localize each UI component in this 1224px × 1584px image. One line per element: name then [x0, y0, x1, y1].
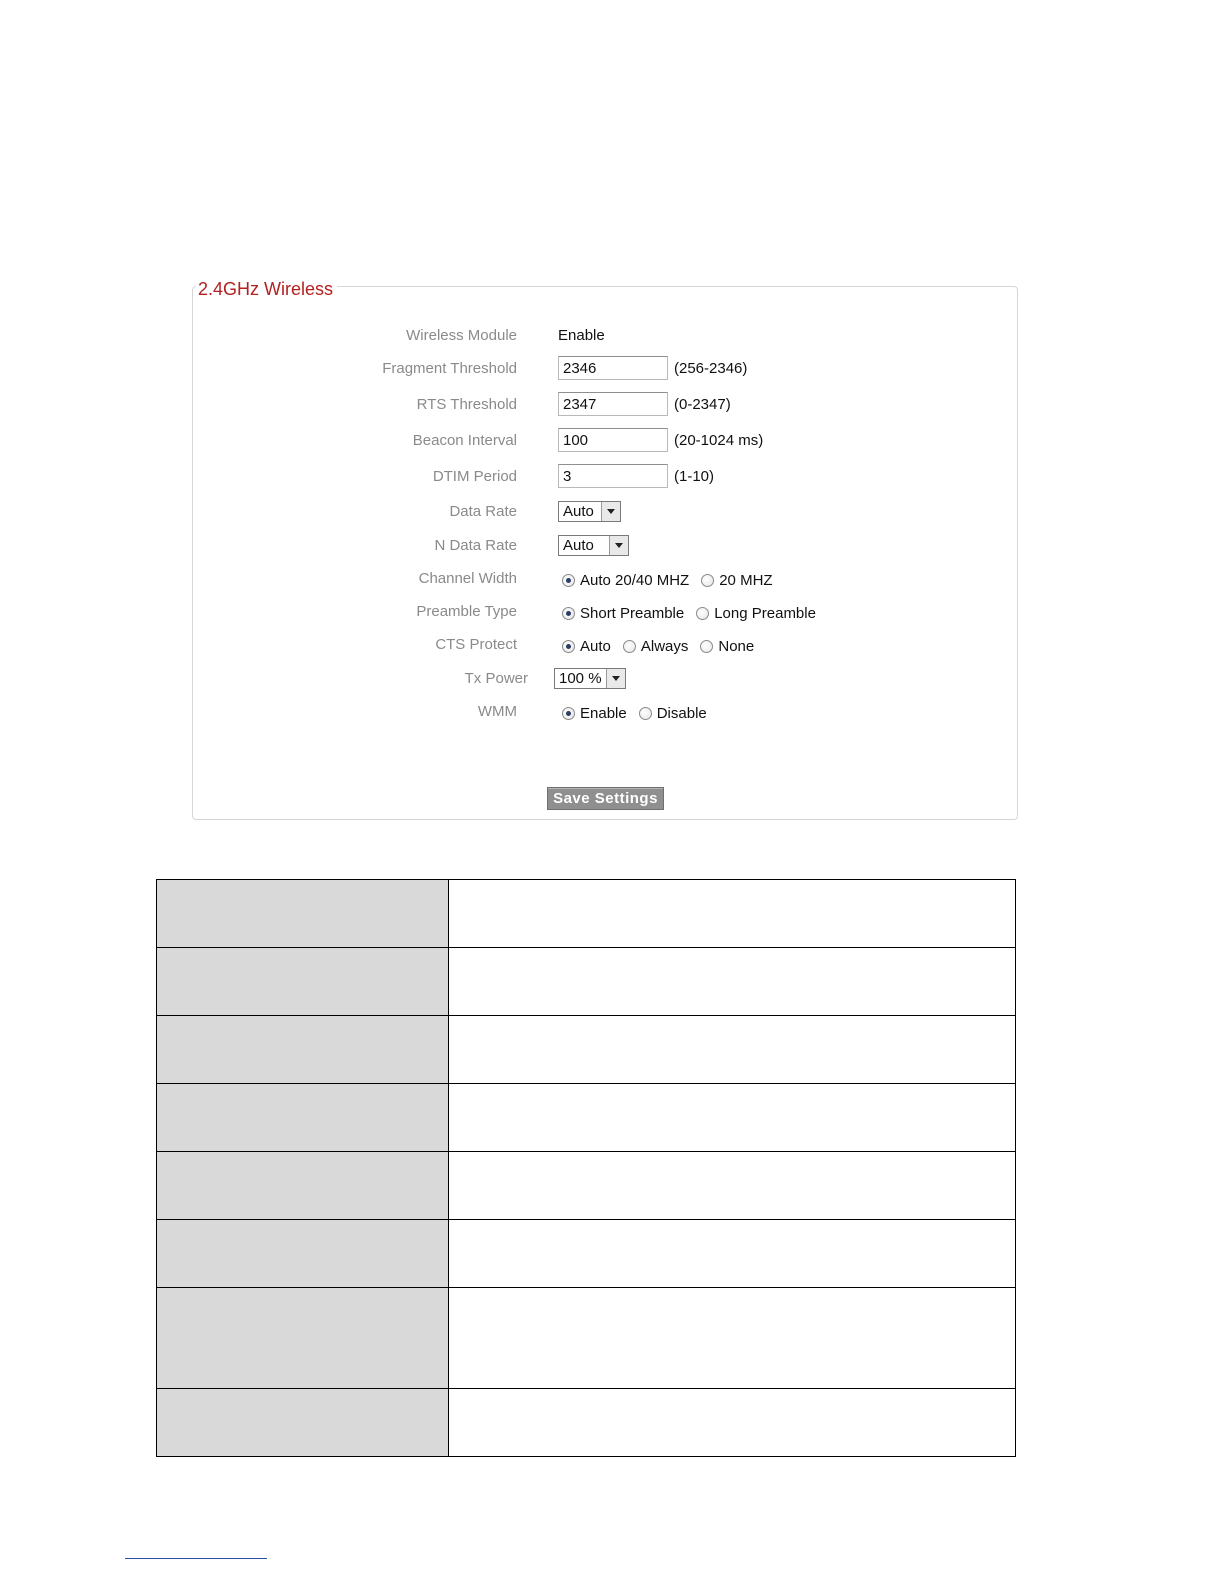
- dtim-period-hint: (1-10): [674, 468, 715, 485]
- preamble-type-label: Preamble Type: [416, 603, 517, 620]
- radio-unchecked-icon[interactable]: [701, 574, 714, 587]
- table-key-cell: [157, 1084, 449, 1152]
- radio-checked-icon[interactable]: [562, 574, 575, 587]
- wmm-option-enable[interactable]: Enable: [562, 705, 627, 722]
- table-row: [157, 1389, 1016, 1457]
- panel-title: 2.4GHz Wireless: [196, 278, 337, 300]
- n-data-rate-select[interactable]: [558, 535, 629, 556]
- channel-width-option-auto[interactable]: Auto 20/40 MHZ: [562, 572, 689, 589]
- table-key-cell: [157, 1152, 449, 1220]
- n-data-rate-label: N Data Rate: [434, 537, 517, 554]
- table-row: [157, 948, 1016, 1016]
- chevron-down-icon[interactable]: [606, 669, 625, 688]
- n-data-rate-selected: Auto: [563, 537, 594, 554]
- data-rate-label: Data Rate: [449, 503, 517, 520]
- fragment-threshold-label: Fragment Threshold: [382, 360, 517, 377]
- beacon-interval-input[interactable]: [558, 428, 668, 452]
- table-value-cell: [449, 1152, 1016, 1220]
- data-rate-select[interactable]: [558, 501, 621, 522]
- radio-unchecked-icon[interactable]: [700, 640, 713, 653]
- radio-checked-icon[interactable]: [562, 640, 575, 653]
- channel-width-option-20mhz[interactable]: 20 MHZ: [701, 572, 772, 589]
- tx-power-select[interactable]: [554, 668, 626, 689]
- cts-protect-radio-group: [562, 638, 766, 655]
- preamble-option-short[interactable]: Short Preamble: [562, 605, 684, 622]
- save-settings-button[interactable]: Save Settings: [547, 787, 664, 810]
- tx-power-label: Tx Power: [464, 670, 528, 687]
- wmm-label: WMM: [477, 703, 517, 720]
- tx-power-selected: 100 %: [559, 670, 602, 687]
- chevron-down-icon[interactable]: [601, 502, 620, 521]
- table-key-cell: [157, 1016, 449, 1084]
- table-row: [157, 1152, 1016, 1220]
- chevron-down-icon[interactable]: [609, 536, 628, 555]
- wireless-module-label: Wireless Module: [406, 327, 517, 344]
- wmm-option-disable[interactable]: Disable: [639, 705, 707, 722]
- table-row: [157, 1016, 1016, 1084]
- preamble-type-radio-group: [562, 605, 828, 622]
- wmm-radio-group: [562, 705, 719, 722]
- fragment-threshold-hint: (256-2346): [674, 360, 748, 377]
- table-row: [157, 880, 1016, 948]
- channel-width-radio-group: [562, 572, 785, 589]
- radio-unchecked-icon[interactable]: [623, 640, 636, 653]
- fragment-threshold-input[interactable]: [558, 356, 668, 380]
- table-value-cell: [449, 880, 1016, 948]
- table-key-cell: [157, 1389, 449, 1457]
- table-key-cell: [157, 948, 449, 1016]
- table-value-cell: [449, 1389, 1016, 1457]
- table-value-cell: [449, 948, 1016, 1016]
- radio-unchecked-icon[interactable]: [639, 707, 652, 720]
- table-value-cell: [449, 1288, 1016, 1389]
- wireless-module-value: Enable: [558, 327, 605, 344]
- table-value-cell: [449, 1016, 1016, 1084]
- footer-divider: [125, 1558, 267, 1559]
- table-key-cell: [157, 880, 449, 948]
- radio-unchecked-icon[interactable]: [696, 607, 709, 620]
- dtim-period-label: DTIM Period: [432, 468, 517, 485]
- table-value-cell: [449, 1084, 1016, 1152]
- cts-protect-label: CTS Protect: [435, 636, 517, 653]
- table-key-cell: [157, 1220, 449, 1288]
- radio-checked-icon[interactable]: [562, 707, 575, 720]
- rts-threshold-label: RTS Threshold: [416, 396, 517, 413]
- beacon-interval-label: Beacon Interval: [412, 432, 517, 449]
- cts-option-always[interactable]: Always: [623, 638, 689, 655]
- radio-checked-icon[interactable]: [562, 607, 575, 620]
- beacon-interval-hint: (20-1024 ms): [674, 432, 764, 449]
- table-row: [157, 1220, 1016, 1288]
- rts-threshold-input[interactable]: [558, 392, 668, 416]
- dtim-period-input[interactable]: [558, 464, 668, 488]
- table-key-cell: [157, 1288, 449, 1389]
- cts-option-auto[interactable]: Auto: [562, 638, 611, 655]
- rts-threshold-hint: (0-2347): [674, 396, 731, 413]
- data-rate-selected: Auto: [563, 503, 594, 520]
- description-table: [156, 879, 1016, 1457]
- channel-width-label: Channel Width: [418, 570, 517, 587]
- table-row: [157, 1084, 1016, 1152]
- cts-option-none[interactable]: None: [700, 638, 754, 655]
- table-value-cell: [449, 1220, 1016, 1288]
- preamble-option-long[interactable]: Long Preamble: [696, 605, 816, 622]
- table-row: [157, 1288, 1016, 1389]
